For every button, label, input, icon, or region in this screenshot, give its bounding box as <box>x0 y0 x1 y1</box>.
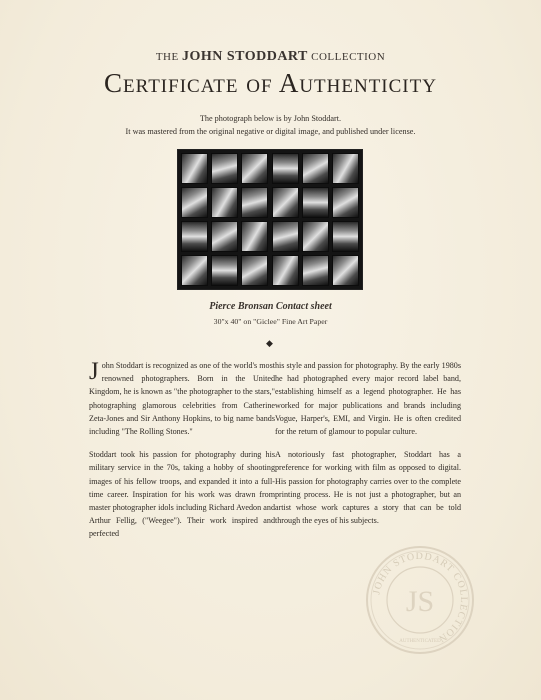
body-paragraph: his style and passion for photography. By the early 1980s he had photographed every major record label band, establishing himself as a legend photographer. He has worked for major publications and brands including Vogue, Harper's, EMI, and Virgin. He is often credited for the return of glamour to popular culture. <box>275 361 461 437</box>
body-paragraph: Stoddart took his passion for photography during his military service in the 70s, taking a hobby of shooting images of his fellow troops, and expanded it into a full-time career. Inspiration for his work was drawn from master photographer idols including Richard Avedon and Arthur Fellig, ("Weegee"). Their work inspired and perfected <box>89 450 275 539</box>
contact-sheet-frame <box>332 153 359 184</box>
contact-sheet-frame <box>332 187 359 218</box>
contact-sheet-frame <box>181 221 208 252</box>
contact-sheet-frame <box>332 221 359 252</box>
contact-sheet-frame <box>302 153 329 184</box>
contact-sheet-frame <box>211 255 238 286</box>
collection-suffix: COLLECTION <box>311 51 386 63</box>
contact-sheet-frame <box>211 221 238 252</box>
contact-sheet-frame <box>302 255 329 286</box>
intro-line-2: It was mastered from the original negative or digital image, and published under license. <box>125 127 416 136</box>
contact-sheet-frame <box>181 255 208 286</box>
contact-sheet-photo <box>178 150 362 289</box>
intro-line-1: The photograph below is by John Stoddart. <box>199 114 342 123</box>
contact-sheet-frame <box>272 221 299 252</box>
intro-text <box>0 112 541 138</box>
contact-sheet-frame <box>272 153 299 184</box>
body-column-right <box>275 359 461 537</box>
contact-sheet-frame <box>302 221 329 252</box>
seal-ring-text: JOHN STODDART COLLECTION <box>371 550 470 645</box>
contact-sheet-frame <box>181 153 208 184</box>
authenticity-seal-icon <box>365 545 475 655</box>
certificate-title: Certificate of Authenticity <box>104 68 437 98</box>
body-paragraph <box>89 359 275 438</box>
body-column-left <box>89 359 275 551</box>
contact-sheet-frame <box>241 153 268 184</box>
photo-title: Pierce Bronsan Contact sheet <box>209 301 332 312</box>
paragraph-text: ohn Stoddart is recognized as one of the world's most renowned photographers. Born in the United Kingdom, he is known as "the photographer to the stars," photographing glamorous celebrities from Catherine Zeta-Jones and Sir Anthony Hopkins, to big name bands including "The Rolling Stones." <box>89 361 275 437</box>
contact-sheet-frame <box>241 255 268 286</box>
photo-details: 30"x 40" on "Giclee" Fine Art Paper <box>213 317 328 326</box>
contact-sheet-frame <box>211 153 238 184</box>
contact-sheet-frame <box>181 187 208 218</box>
seal-bottom-text: AUTHENTICATED <box>399 639 441 644</box>
contact-sheet-frame <box>272 187 299 218</box>
contact-sheet-frame <box>241 221 268 252</box>
contact-sheet-frame <box>211 187 238 218</box>
drop-cap: J <box>89 358 99 385</box>
collection-prefix: THE <box>155 51 179 63</box>
collection-name: JOHN STODDART <box>181 49 308 64</box>
contact-sheet-frame <box>241 187 268 218</box>
contact-sheet-frame <box>302 187 329 218</box>
contact-sheet-frame <box>272 255 299 286</box>
body-paragraph: A notoriously fast photographer, Stoddart has a preference for working with film as opposed to digital. His passion for photography carries over to the complete printing process. He is not just a photographer, but an artist whose work captures a story that can be told through the eyes of his subjects. <box>275 450 461 526</box>
seal-monogram: JS <box>405 585 435 618</box>
collection-heading <box>0 49 541 65</box>
contact-sheet-frame <box>332 255 359 286</box>
diamond-ornament-icon: ◆ <box>266 338 273 348</box>
